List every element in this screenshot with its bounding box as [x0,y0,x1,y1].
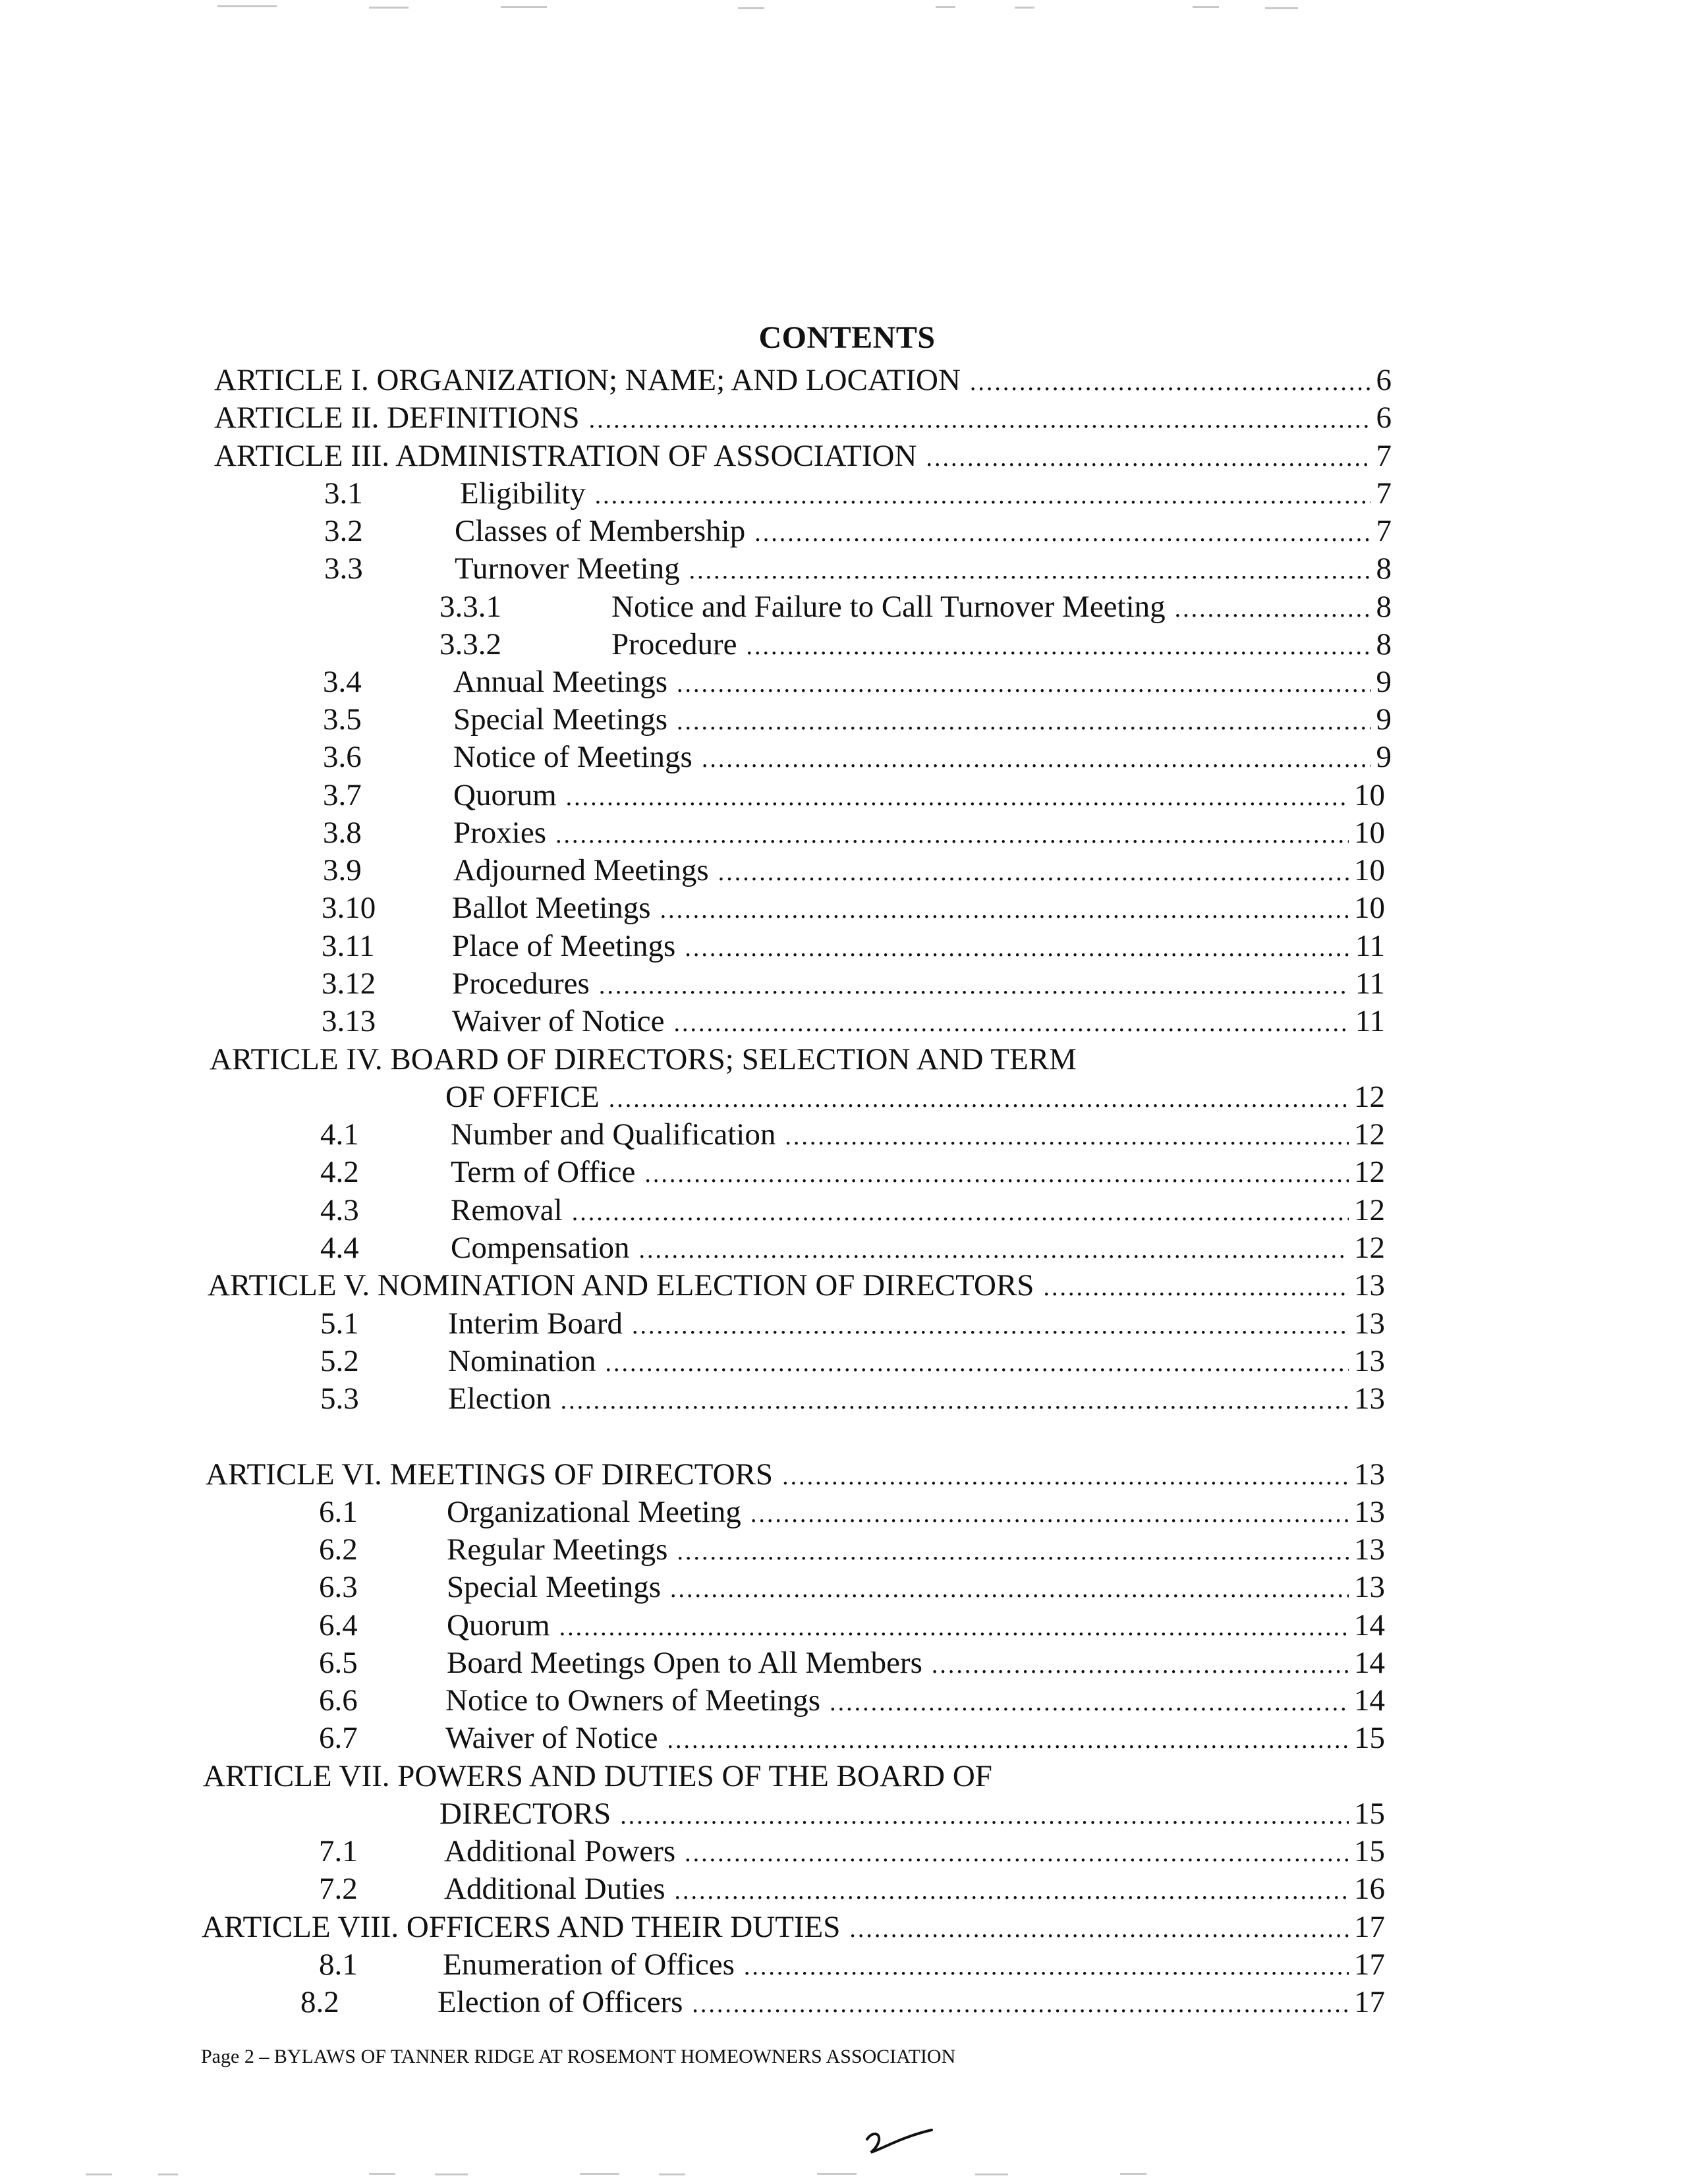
toc-title: Waiver of Notice [445,1721,658,1755]
toc-entry [0,549,1694,588]
dot-leader [830,1683,1349,1722]
toc-entry [0,1455,1694,1494]
section-number: 3.8 [323,816,362,850]
toc-title: Special Meetings [453,702,668,737]
section-number: 3.9 [323,853,362,887]
section-number: 6.2 [319,1532,358,1567]
section-number: 3.6 [323,740,362,774]
section-number: 6.1 [319,1495,358,1529]
toc-page: 13 [1354,1457,1385,1492]
toc-title: ARTICLE VII. POWERS AND DUTIES OF THE BOARD OF [203,1759,992,1793]
toc-entry [0,1568,1694,1606]
toc-entry [0,1983,1694,2021]
dot-leader [932,1646,1349,1684]
dot-leader [589,401,1371,439]
toc-entry [0,1229,1694,1267]
toc-entry [0,851,1694,889]
toc-title: Classes of Membership [455,514,746,548]
section-number: 3.3.1 [439,590,501,624]
toc-entry [0,1078,1694,1116]
toc-title: Waiver of Notice [452,1004,665,1038]
page-footer: Page 2 – BYLAWS OF TANNER RIDGE AT ROSEMONT HOMEOWNERS ASSOCIATION [201,2046,956,2067]
toc-entry [0,965,1694,1003]
toc-page: 13 [1354,1495,1385,1529]
handwritten-initials-mark [863,2125,936,2158]
toc-title: Additional Powers [444,1834,676,1868]
toc-entry [0,927,1694,965]
toc-title: Notice to Owners of Meetings [445,1683,821,1718]
section-number: 5.2 [320,1344,359,1378]
dot-leader [675,1872,1349,1910]
dot-leader [689,551,1371,590]
contents-heading: CONTENTS [758,320,936,355]
toc-page: 15 [1354,1834,1385,1868]
toc-page: 17 [1354,1910,1385,1944]
scan-artifacts-bottom [0,2164,1694,2184]
toc-title: Number and Qualification [451,1117,776,1152]
toc-page: 13 [1354,1306,1385,1341]
toc-page: 15 [1354,1721,1385,1755]
toc-title: Election of Officers [438,1985,683,2019]
toc-title: ARTICLE I. ORGANIZATION; NAME; AND LOCATION [214,363,961,397]
section-number: 5.3 [320,1382,359,1416]
toc-page: 16 [1354,1872,1385,1906]
toc-page: 15 [1354,1797,1385,1831]
dot-leader [639,1231,1349,1269]
toc-title: Compensation [451,1231,630,1265]
toc-title: Ballot Meetings [452,891,651,925]
section-number: 3.3 [324,551,363,586]
section-number: 3.5 [323,702,362,737]
section-number: 3.10 [322,891,376,925]
dot-leader [718,853,1349,891]
section-number: 4.3 [320,1193,359,1227]
dot-leader [667,1721,1349,1759]
toc-entry [0,889,1694,927]
dot-leader [677,702,1370,741]
toc-page: 12 [1354,1231,1385,1265]
toc-title: Procedure [611,627,737,661]
section-number: 8.1 [319,1947,358,1982]
toc-entry [0,1832,1694,1870]
toc-title: Turnover Meeting [455,551,680,586]
toc-entry [0,1040,1694,1078]
dot-leader [566,778,1349,816]
section-number: 3.1 [324,476,363,511]
toc-page: 14 [1354,1608,1385,1642]
toc-entry [0,1946,1694,1984]
toc-entry [0,1681,1694,1720]
toc-entry [0,663,1694,701]
toc-entry [0,512,1694,550]
toc-page: 10 [1354,778,1385,812]
toc-entry [0,1191,1694,1229]
toc-page: 9 [1376,740,1392,774]
dot-leader [559,1608,1349,1646]
section-number: 4.2 [320,1155,359,1189]
toc-page: 6 [1376,363,1392,397]
toc-title: Eligibility [460,476,586,511]
section-number: 6.7 [319,1721,358,1755]
toc-entry [0,1304,1694,1343]
toc-entry [0,1380,1694,1418]
toc-entry [0,1002,1694,1040]
toc-title: Annual Meetings [453,665,668,699]
toc-title: Enumeration of Offices [443,1947,735,1982]
toc-entry [0,1153,1694,1191]
dot-leader [561,1382,1349,1420]
section-number: 3.12 [322,966,376,1001]
toc-title: DIRECTORS [439,1797,611,1831]
section-number: 4.4 [320,1231,359,1265]
toc-entry [0,1266,1694,1304]
dot-leader [970,363,1371,401]
toc-title: Organizational Meeting [447,1495,741,1529]
toc-title: Adjourned Meetings [453,853,709,887]
dot-leader [782,1457,1349,1496]
toc-title: Place of Meetings [452,929,676,963]
toc-entry [0,361,1694,399]
section-number: 6.6 [319,1683,358,1718]
toc-title: Procedures [452,966,590,1001]
section-number: 4.1 [320,1117,359,1152]
scan-artifacts-top [0,0,1694,20]
section-number: 7.1 [319,1834,358,1868]
toc-entry [0,1606,1694,1644]
toc-title: ARTICLE V. NOMINATION AND ELECTION OF DIRECTORS [208,1268,1034,1302]
toc-entry [0,588,1694,626]
dot-leader [744,1947,1349,1986]
toc-page: 11 [1355,929,1385,963]
section-number: 3.2 [324,514,363,548]
toc-page: 12 [1354,1155,1385,1189]
toc-page: 8 [1376,590,1392,624]
section-number: 3.4 [323,665,362,699]
toc-page: 13 [1354,1268,1385,1302]
dot-leader [677,665,1370,703]
dot-leader [660,891,1349,929]
toc-page: 13 [1354,1382,1385,1416]
dot-leader [609,1080,1349,1118]
toc-page: 17 [1354,1985,1385,2019]
dot-leader [685,929,1349,967]
toc-page: 13 [1354,1344,1385,1378]
toc-title: ARTICLE IV. BOARD OF DIRECTORS; SELECTION AND TERM [210,1042,1077,1077]
section-number: 6.3 [319,1570,358,1604]
section-number: 6.4 [319,1608,358,1642]
dot-leader [926,439,1370,477]
toc-page: 17 [1354,1947,1385,1982]
toc-title: ARTICLE VI. MEETINGS OF DIRECTORS [206,1457,774,1492]
section-number: 5.1 [320,1306,359,1341]
dot-leader [620,1797,1349,1835]
toc-entry [0,1493,1694,1531]
dot-leader [677,1532,1349,1571]
toc-page: 11 [1355,966,1385,1001]
dot-leader [849,1910,1349,1948]
toc-page: 7 [1376,439,1392,473]
dot-leader [685,1834,1349,1872]
toc-page: 7 [1376,514,1392,548]
toc-page: 8 [1376,627,1392,661]
toc-page: 13 [1354,1570,1385,1604]
toc-page: 12 [1354,1080,1385,1114]
dot-leader [572,1193,1349,1231]
toc-title: ARTICLE VIII. OFFICERS AND THEIR DUTIES [202,1910,841,1944]
toc-page: 11 [1355,1004,1385,1038]
toc-page: 10 [1354,853,1385,887]
toc-page: 7 [1376,476,1392,511]
dot-leader [673,1004,1349,1042]
dot-leader [754,514,1370,552]
dot-leader [747,627,1371,665]
dot-leader [702,740,1371,778]
section-number: 3.3.2 [439,627,501,661]
toc-page: 12 [1354,1193,1385,1227]
toc-page: 9 [1376,665,1392,699]
toc-entry [0,1342,1694,1380]
section-number: 3.11 [322,929,375,963]
toc-title: Proxies [453,816,546,850]
section-number: 3.7 [323,778,362,812]
dot-leader [644,1155,1349,1193]
toc-page: 14 [1354,1683,1385,1718]
toc-title: OF OFFICE [445,1080,600,1114]
toc-entry [0,437,1694,475]
toc-entry [0,1115,1694,1154]
toc-page: 12 [1354,1117,1385,1152]
toc-title: Regular Meetings [447,1532,668,1567]
dot-leader [670,1570,1349,1608]
toc-entry [0,814,1694,852]
toc-title: ARTICLE III. ADMINISTRATION OF ASSOCIATION [214,439,917,473]
toc-page: 14 [1354,1646,1385,1680]
dot-leader [750,1495,1349,1533]
toc-entry [0,1908,1694,1946]
toc-entry [0,1530,1694,1569]
toc-title: Special Meetings [447,1570,662,1604]
toc-title: Removal [451,1193,563,1227]
toc-page: 13 [1354,1532,1385,1567]
toc-entry [0,1719,1694,1757]
toc-title: ARTICLE II. DEFINITIONS [214,401,580,435]
section-number: 8.2 [300,1985,339,2019]
toc-page: 8 [1376,551,1392,586]
dot-leader [606,1344,1349,1382]
toc-entry [0,700,1694,739]
dot-leader [692,1985,1349,2023]
dot-leader [632,1306,1349,1345]
dot-leader [555,816,1349,854]
toc-entry [0,776,1694,814]
toc-entry [0,474,1694,513]
section-number: 6.5 [319,1646,358,1680]
dot-leader [1175,590,1371,628]
toc-title: Additional Duties [444,1872,665,1906]
toc-title: Quorum [453,778,557,812]
toc-page: 9 [1376,702,1392,737]
toc-title: Election [448,1382,551,1416]
toc-entry [0,625,1694,663]
dot-leader [595,476,1371,515]
toc-entry [0,1757,1694,1795]
toc-title: Notice and Failure to Call Turnover Meeting [611,590,1166,624]
toc-title: Board Meetings Open to All Members [447,1646,922,1680]
dot-leader [599,966,1350,1005]
toc-title: Notice of Meetings [453,740,692,774]
section-number: 7.2 [319,1872,358,1906]
toc-page: 6 [1376,401,1392,435]
toc-title: Nomination [448,1344,596,1378]
toc-entry [0,1870,1694,1908]
toc-entry [0,1795,1694,1833]
dot-leader [1043,1268,1349,1306]
dot-leader [785,1117,1349,1156]
toc-title: Interim Board [448,1306,623,1341]
section-number: 3.13 [322,1004,376,1038]
toc-entry [0,738,1694,776]
toc-entry [0,1644,1694,1682]
toc-page: 10 [1354,891,1385,925]
toc-title: Quorum [447,1608,550,1642]
toc-title: Term of Office [451,1155,636,1189]
toc-entry [0,399,1694,437]
toc-page: 10 [1354,816,1385,850]
